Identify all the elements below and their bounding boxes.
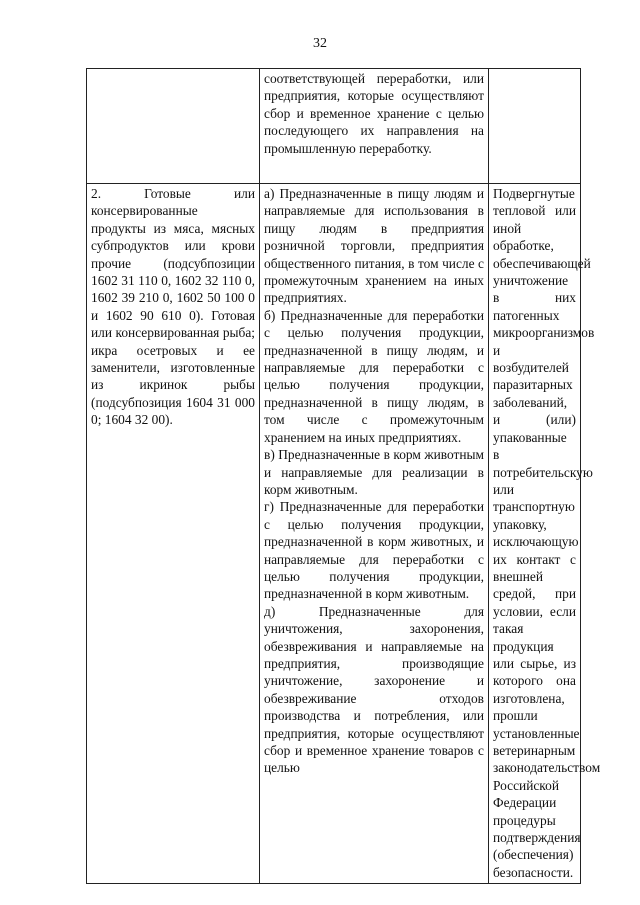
page-number: 32 (313, 36, 327, 51)
table-row (87, 69, 581, 184)
purpose-text: соответствующей переработки, или предприятия, которые осуществляют сбор и временное хранение с целью последующего их направления на промышленную переработку. (264, 71, 484, 156)
cell-condition (489, 184, 601, 884)
purpose-item-a: а) Предназначенные в пищу людям и направляемые для использования в пищу людям в предприятия розничной торговли, предприятия общественного питания, в том числе с промежуточным хранением на иных предприятиях. (264, 186, 484, 306)
purpose-item-d: г) Предназначенные для переработки с целью получения продукции, предназначенной в корм животных, и направляемые для переработки с целью получения продукции, предназначенной в корм животным. (264, 499, 484, 602)
cell-product (87, 184, 260, 884)
cell-product (87, 69, 260, 184)
product-description: 2. Готовые или консервированные продукты из мяса, мясных субпродуктов или крови прочие (подсубпозиции 1602 31 110 0, 1602 32 110 0, 1602 39 210 0, 1602 50 100 0 и 1602 90 610 0). Готовая или консервированная рыба; икра осетровых и ее заменители, изготовленные из икринок рыбы (подсубпозиция 1604 31 000 0; 1604 32 00). (91, 186, 255, 428)
purpose-item-c: в) Предназначенные в корм животным и направляемые для реализации в корм животным. (264, 447, 484, 497)
condition-text: Подвергнутые тепловой или иной обработке, обеспечивающей уничтожение в них патогенных микроорганизмов и возбудителей паразитарных заболеваний, и (или) упакованные в потребительскую или транспортную упаковку, исключающую их контакт с внешней средой, при условии, если такая продукция или сырье, из которого она изготовлена, прошли установленные ветеринарным законодательством Российской Федерации процедуры подтверждения (обеспечения) безопасности. (493, 186, 601, 880)
cell-purpose (260, 69, 489, 184)
table-row (87, 184, 581, 884)
purpose-item-e: д) Предназначенные для уничтожения, захоронения, обезвреживания и направляемые на предприятия, производящие уничтожение, захоронение и обезвреживание отходов производства и потребления, или предприятия, которые осуществляют сбор и временное хранение товаров с целью (264, 603, 484, 776)
cell-condition (489, 69, 581, 184)
regulation-table (86, 68, 601, 884)
purpose-item-b: б) Предназначенные для переработки с целью получения продукции, предназначенной в пищу людям, и направляемые для переработки с целью получения продукции, предназначенной в пищу людям, в том числе с промежуточным хранением на иных предприятиях. (264, 307, 484, 445)
cell-purpose (260, 184, 489, 884)
